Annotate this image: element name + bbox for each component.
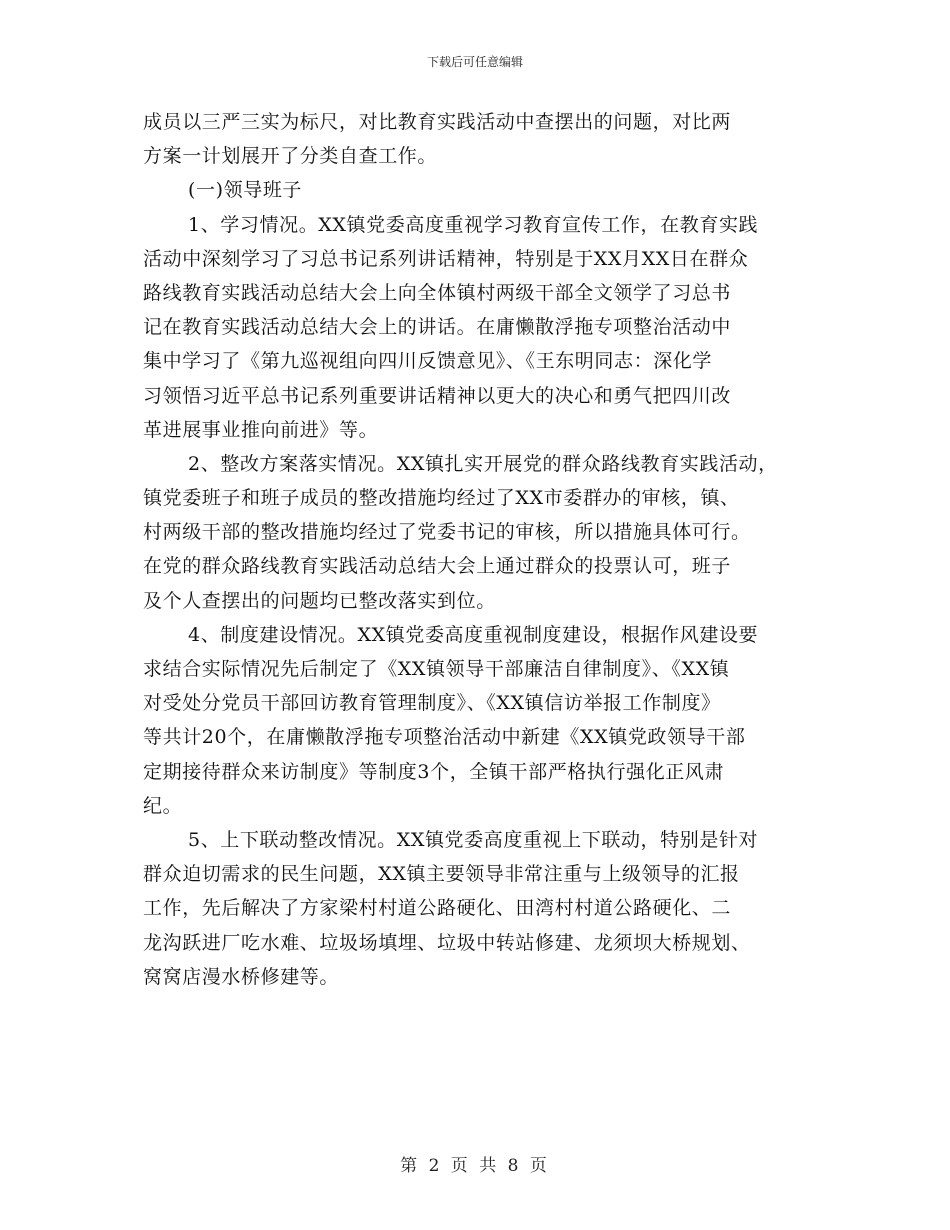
body-line: 路线教育实践活动总结大会上向全体镇村两级干部全文领学了习总书 (143, 281, 732, 304)
section-heading: (一)领导班子 (188, 179, 303, 202)
body-line: 等共计20个，在庸懒散浮拖专项整治活动中新建《XX镇党政领导干部 (143, 726, 746, 749)
body-line: 集中学习了《第九巡视组向四川反馈意见》、《王东明同志：深化学 (143, 350, 713, 373)
body-line: 定期接待群众来访制度》等制度3个，全镇干部严格执行强化正风肃 (143, 760, 725, 783)
body-line: 成员以三严三实为标尺，对比教育实践活动中查摆出的问题，对比两 (143, 111, 732, 133)
body-line: 村两级干部的整改措施均经过了党委书记的审核，所以措施具体可行。 (143, 521, 751, 544)
body-line: 龙沟跃进厂吃水难、垃圾场填埋、垃圾中转站修建、龙须坝大桥规划、 (143, 931, 751, 954)
body-line: 记在教育实践活动总结大会上的讲话。在庸懒散浮拖专项整治活动中 (143, 316, 732, 339)
body-line: 活动中深刻学习了习总书记系列讲话精神，特别是于XX月XX日在群众 (143, 247, 749, 270)
body-line: 在党的群众路线教育实践活动总结大会上通过群众的投票认可，班子 (143, 555, 732, 578)
body-line: 革进展事业推向前进》等。 (143, 418, 379, 441)
page-number: 第 2 页 共 8 页 (400, 1156, 550, 1176)
page-header-note: 下载后可任意编辑 (426, 55, 523, 69)
body-line: 群众迫切需求的民生问题，XX镇主要领导非常注重与上级领导的汇报 (143, 863, 740, 886)
paragraph-start: 5、上下联动整改情况。XX镇党委高度重视上下联动，特别是针对 (188, 828, 759, 851)
body-line: 镇党委班子和班子成员的整改措施均经过了XX市委群办的审核，镇、 (143, 487, 740, 510)
paragraph-start: 2、整改方案落实情况。XX镇扎实开展党的群众路线教育实践活动， (188, 452, 778, 475)
body-line: 及个人查摆出的问题均已整改落实到位。 (143, 589, 496, 612)
document-body (143, 105, 833, 994)
paragraph-start: 1、学习情况。XX镇党委高度重视学习教育宣传工作，在教育实践 (188, 213, 759, 236)
paragraph-start: 4、制度建设情况。XX镇党委高度重视制度建设，根据作风建设要 (188, 623, 759, 646)
body-line: 对受处分党员干部回访教育管理制度》、《XX镇信访举报工作制度》 (143, 692, 721, 715)
body-line: 窝窝店漫水桥修建等。 (143, 965, 340, 988)
body-line: 方案一计划展开了分类自查工作。 (143, 145, 438, 168)
body-line: 求结合实际情况先后制定了《XX镇领导干部廉洁自律制度》、《XX镇 (143, 658, 730, 680)
body-line: 习领悟习近平总书记系列重要讲话精神以更大的决心和勇气把四川改 (143, 384, 732, 407)
body-line: 纪。 (143, 794, 183, 817)
body-line: 工作，先后解决了方家梁村村道公路硬化、田湾村村道公路硬化、二 (143, 897, 732, 920)
